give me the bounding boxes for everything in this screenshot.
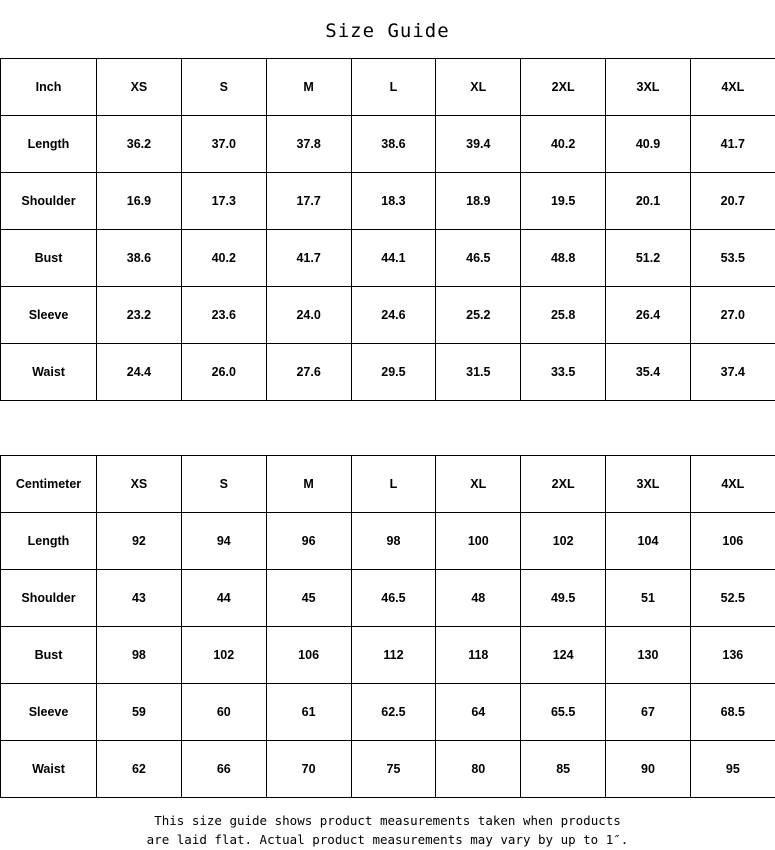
size-header-2xl: 2XL xyxy=(521,456,606,513)
table-separator xyxy=(0,401,775,455)
table-row xyxy=(1,684,775,741)
cell-shoulder-4xl: 52.5 xyxy=(690,570,775,627)
size-header-xs: XS xyxy=(97,59,182,116)
cell-waist-xl: 31.5 xyxy=(436,344,521,401)
cell-waist-xs: 24.4 xyxy=(97,344,182,401)
cell-sleeve-3xl: 67 xyxy=(606,684,691,741)
cell-length-m: 96 xyxy=(266,513,351,570)
cell-bust-3xl: 51.2 xyxy=(606,230,691,287)
table-row xyxy=(1,513,775,570)
table-row xyxy=(1,230,775,287)
cell-sleeve-l: 24.6 xyxy=(351,287,436,344)
size-header-m: M xyxy=(266,59,351,116)
unit-label: Inch xyxy=(1,59,97,116)
cell-length-xs: 92 xyxy=(97,513,182,570)
table-header-row xyxy=(1,59,775,116)
table-row xyxy=(1,627,775,684)
cell-sleeve-xl: 64 xyxy=(436,684,521,741)
cell-shoulder-2xl: 19.5 xyxy=(521,173,606,230)
cell-length-l: 98 xyxy=(351,513,436,570)
cell-sleeve-4xl: 68.5 xyxy=(690,684,775,741)
cell-shoulder-xl: 48 xyxy=(436,570,521,627)
measure-label-length: Length xyxy=(1,513,97,570)
measure-label-bust: Bust xyxy=(1,230,97,287)
size-header-3xl: 3XL xyxy=(606,456,691,513)
cell-shoulder-xs: 43 xyxy=(97,570,182,627)
cell-waist-3xl: 90 xyxy=(606,741,691,798)
measure-label-shoulder: Shoulder xyxy=(1,173,97,230)
cell-length-3xl: 104 xyxy=(606,513,691,570)
cell-shoulder-xs: 16.9 xyxy=(97,173,182,230)
cell-sleeve-l: 62.5 xyxy=(351,684,436,741)
size-header-2xl: 2XL xyxy=(521,59,606,116)
table-header-row xyxy=(1,456,775,513)
cell-length-l: 38.6 xyxy=(351,116,436,173)
cell-waist-l: 75 xyxy=(351,741,436,798)
table-row xyxy=(1,173,775,230)
cell-shoulder-s: 17.3 xyxy=(181,173,266,230)
measure-label-sleeve: Sleeve xyxy=(1,684,97,741)
cell-length-xs: 36.2 xyxy=(97,116,182,173)
cell-waist-m: 27.6 xyxy=(266,344,351,401)
cell-length-xl: 100 xyxy=(436,513,521,570)
cell-bust-3xl: 130 xyxy=(606,627,691,684)
cell-bust-m: 41.7 xyxy=(266,230,351,287)
cell-waist-4xl: 95 xyxy=(690,741,775,798)
size-table-centimeter xyxy=(0,455,775,798)
table-row xyxy=(1,287,775,344)
cell-waist-xl: 80 xyxy=(436,741,521,798)
note-line-1: This size guide shows product measurements taken when products xyxy=(30,812,745,831)
cell-length-xl: 39.4 xyxy=(436,116,521,173)
cell-shoulder-xl: 18.9 xyxy=(436,173,521,230)
cell-shoulder-l: 18.3 xyxy=(351,173,436,230)
table-row xyxy=(1,344,775,401)
cell-bust-2xl: 124 xyxy=(521,627,606,684)
cell-bust-4xl: 53.5 xyxy=(690,230,775,287)
cell-shoulder-l: 46.5 xyxy=(351,570,436,627)
size-header-s: S xyxy=(181,59,266,116)
table-row xyxy=(1,741,775,798)
size-table-inch xyxy=(0,58,775,401)
cell-length-s: 94 xyxy=(181,513,266,570)
cell-shoulder-3xl: 51 xyxy=(606,570,691,627)
cell-waist-xs: 62 xyxy=(97,741,182,798)
cell-length-2xl: 102 xyxy=(521,513,606,570)
cell-bust-s: 40.2 xyxy=(181,230,266,287)
cell-bust-xl: 46.5 xyxy=(436,230,521,287)
cell-waist-2xl: 33.5 xyxy=(521,344,606,401)
cell-waist-l: 29.5 xyxy=(351,344,436,401)
table-row xyxy=(1,116,775,173)
cell-bust-xl: 118 xyxy=(436,627,521,684)
cell-waist-3xl: 35.4 xyxy=(606,344,691,401)
size-header-3xl: 3XL xyxy=(606,59,691,116)
cell-length-m: 37.8 xyxy=(266,116,351,173)
note-line-2: are laid flat. Actual product measurements may vary by up to 1″. xyxy=(30,831,745,850)
cell-length-2xl: 40.2 xyxy=(521,116,606,173)
measure-label-shoulder: Shoulder xyxy=(1,570,97,627)
measure-label-bust: Bust xyxy=(1,627,97,684)
size-header-s: S xyxy=(181,456,266,513)
size-header-l: L xyxy=(351,456,436,513)
cell-sleeve-s: 60 xyxy=(181,684,266,741)
size-header-l: L xyxy=(351,59,436,116)
size-header-4xl: 4XL xyxy=(690,456,775,513)
cell-shoulder-4xl: 20.7 xyxy=(690,173,775,230)
cell-bust-m: 106 xyxy=(266,627,351,684)
cell-sleeve-3xl: 26.4 xyxy=(606,287,691,344)
size-header-m: M xyxy=(266,456,351,513)
cell-bust-2xl: 48.8 xyxy=(521,230,606,287)
cell-bust-4xl: 136 xyxy=(690,627,775,684)
cell-shoulder-3xl: 20.1 xyxy=(606,173,691,230)
cell-waist-s: 66 xyxy=(181,741,266,798)
cell-sleeve-xs: 59 xyxy=(97,684,182,741)
size-header-xl: XL xyxy=(436,59,521,116)
cell-bust-s: 102 xyxy=(181,627,266,684)
cell-waist-s: 26.0 xyxy=(181,344,266,401)
cell-bust-xs: 38.6 xyxy=(97,230,182,287)
cell-length-4xl: 106 xyxy=(690,513,775,570)
cell-length-s: 37.0 xyxy=(181,116,266,173)
measure-label-length: Length xyxy=(1,116,97,173)
cell-bust-xs: 98 xyxy=(97,627,182,684)
cell-waist-4xl: 37.4 xyxy=(690,344,775,401)
table-row xyxy=(1,570,775,627)
measure-label-sleeve: Sleeve xyxy=(1,287,97,344)
measure-label-waist: Waist xyxy=(1,344,97,401)
cell-sleeve-2xl: 25.8 xyxy=(521,287,606,344)
cell-sleeve-m: 61 xyxy=(266,684,351,741)
cell-sleeve-xs: 23.2 xyxy=(97,287,182,344)
cell-waist-m: 70 xyxy=(266,741,351,798)
cell-shoulder-m: 45 xyxy=(266,570,351,627)
cell-waist-2xl: 85 xyxy=(521,741,606,798)
cell-sleeve-4xl: 27.0 xyxy=(690,287,775,344)
cell-shoulder-s: 44 xyxy=(181,570,266,627)
cell-shoulder-m: 17.7 xyxy=(266,173,351,230)
page-title: Size Guide xyxy=(0,0,775,58)
cell-bust-l: 112 xyxy=(351,627,436,684)
cell-length-3xl: 40.9 xyxy=(606,116,691,173)
size-header-4xl: 4XL xyxy=(690,59,775,116)
cell-sleeve-xl: 25.2 xyxy=(436,287,521,344)
cell-sleeve-m: 24.0 xyxy=(266,287,351,344)
cell-sleeve-2xl: 65.5 xyxy=(521,684,606,741)
size-header-xs: XS xyxy=(97,456,182,513)
cell-sleeve-s: 23.6 xyxy=(181,287,266,344)
cell-length-4xl: 41.7 xyxy=(690,116,775,173)
size-header-xl: XL xyxy=(436,456,521,513)
cell-shoulder-2xl: 49.5 xyxy=(521,570,606,627)
measure-label-waist: Waist xyxy=(1,741,97,798)
unit-label: Centimeter xyxy=(1,456,97,513)
cell-bust-l: 44.1 xyxy=(351,230,436,287)
